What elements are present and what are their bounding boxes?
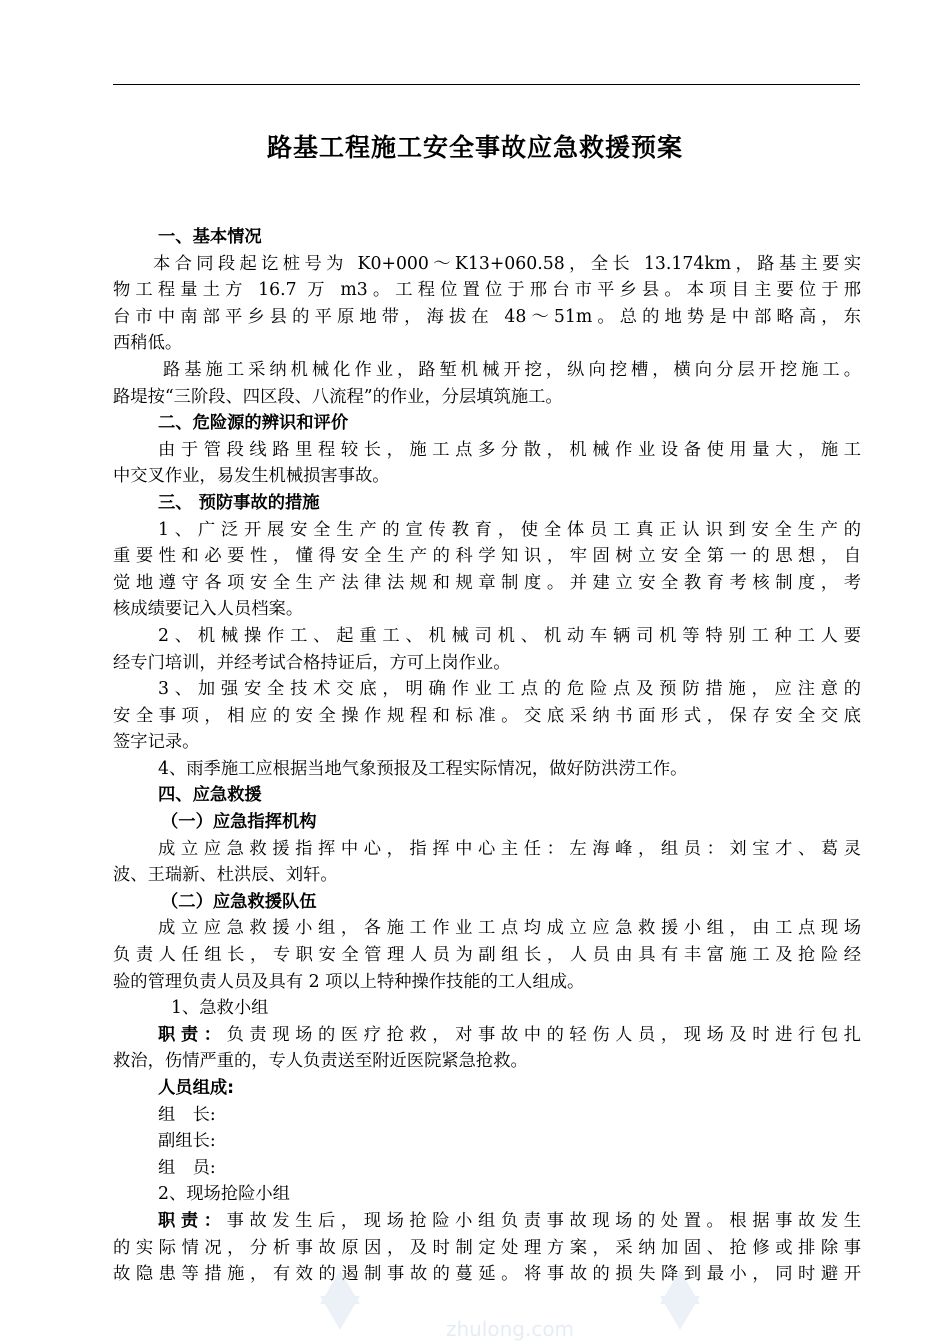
- text-line: [113, 650, 861, 677]
- text-line: [113, 304, 861, 331]
- text-line: [113, 969, 861, 996]
- line-text: 成立应急救援指挥中心，指挥中心主任：左海峰，组员：刘宝才、葛灵: [158, 838, 861, 859]
- duty-label: 职责：: [158, 1210, 227, 1231]
- line-text: （二）应急救援队伍: [161, 891, 317, 912]
- text-line: [113, 729, 861, 756]
- line-text: 物工程量土方 16.7 万 m3。工程位置位于邢台市平乡县。本项目主要位于邢: [113, 280, 861, 301]
- text-line: [113, 942, 861, 969]
- text-line: [113, 889, 861, 916]
- text-line: [113, 224, 861, 251]
- line-text: 路堤按“三阶段、四区段、八流程”的作业，分层填筑施工。: [113, 386, 563, 407]
- text-line: [113, 410, 861, 437]
- text-line: [113, 676, 861, 703]
- text-line: [113, 1181, 861, 1208]
- watermark-logo: [300, 1270, 720, 1344]
- document-title: 路基工程施工安全事故应急救援预案: [266, 133, 683, 162]
- text-line: [113, 1155, 861, 1182]
- text-line: [113, 543, 861, 570]
- text-line: [113, 703, 861, 730]
- text-line: [113, 862, 861, 889]
- text-line: [113, 1048, 861, 1075]
- text-line: [113, 251, 861, 278]
- line-text: 安全事项，相应的安全操作规程和标准。交底采纳书面形式，保存安全交底: [113, 705, 861, 726]
- watermark-text: zhulong.com: [445, 1317, 575, 1341]
- text-line: [113, 1208, 861, 1235]
- line-text: 1、急救小组: [171, 998, 269, 1019]
- duty-label: 职责：: [158, 1024, 227, 1045]
- line-text: 2、现场抢险小组: [158, 1184, 290, 1205]
- line-text: 由于管段线路里程较长，施工点多分散，机械作业设备使用量大，施工: [158, 439, 861, 460]
- line-text: 四、应急救援: [158, 785, 262, 806]
- text-line: [113, 1102, 861, 1129]
- line-text: 路基施工采纳机械化作业，路堑机械开挖，纵向挖槽，横向分层开挖施工。: [163, 359, 861, 380]
- line-text: 1、广泛开展安全生产的宣传教育，使全体员工真正认识到安全生产的: [158, 519, 861, 540]
- text-line: [113, 463, 861, 490]
- line-text: 重要性和必要性，懂得安全生产的科学知识，牢固树立安全第一的思想，自: [113, 546, 861, 567]
- line-text: 组 长:: [158, 1104, 216, 1125]
- line-text: 副组长:: [158, 1131, 216, 1152]
- line-text: 事故发生后，现场抢险小组负责事故现场的处置。根据事故发生: [226, 1210, 861, 1231]
- line-text: 负责人任组长，专职安全管理人员为副组长，人员由具有丰富施工及抢险经: [113, 945, 861, 966]
- line-text: 本合同段起讫桩号为 K0+000～K13+060.58，全长 13.174km，路基主要实: [153, 253, 861, 274]
- line-text: 人员组成:: [158, 1078, 235, 1098]
- document-body: [113, 224, 861, 1288]
- text-line: [113, 437, 861, 464]
- text-line: [113, 809, 861, 836]
- line-text: 负责现场的医疗抢救，对事故中的轻伤人员，现场及时进行包扎: [226, 1024, 861, 1045]
- header-rule: [113, 84, 860, 85]
- text-line: [113, 995, 861, 1022]
- text-line: [113, 277, 861, 304]
- line-text: 成立应急救援小组，各施工作业工点均成立应急救援小组，由工点现场: [158, 918, 861, 939]
- line-text: 经专门培训，并经考试合格持证后，方可上岗作业。: [113, 652, 511, 673]
- line-text: 的实际情况，分析事故原因，及时制定处理方案，采纳加固、抢修或排除事: [113, 1237, 861, 1258]
- line-text: 验的管理负责人员及具有 2 项以上特种操作技能的工人组成。: [113, 971, 585, 992]
- text-line: [113, 782, 861, 809]
- text-line: [113, 1022, 861, 1049]
- line-text: 西稍低。: [113, 333, 183, 354]
- line-text: 核成绩要记入人员档案。: [113, 599, 304, 620]
- text-line: [113, 570, 861, 597]
- line-text: 签字记录。: [113, 732, 200, 753]
- line-text: 4、雨季施工应根据当地气象预报及工程实际情况，做好防洪涝工作。: [158, 758, 688, 779]
- line-text: 波、王瑞新、杜洪辰、刘轩。: [113, 865, 338, 886]
- line-text: 二、危险源的辨识和评价: [158, 413, 349, 434]
- text-line: [113, 490, 861, 517]
- line-text: 觉地遵守各项安全生产法律法规和规章制度。并建立安全教育考核制度，考: [113, 572, 861, 593]
- line-text: 2、机械操作工、起重工、机械司机、机动车辆司机等特别工种工人要: [158, 625, 861, 646]
- text-line: [113, 1128, 861, 1155]
- text-line: [113, 357, 861, 384]
- line-text: 救治，伤情严重的，专人负责送至附近医院紧急抢救。: [113, 1051, 528, 1072]
- text-line: [113, 596, 861, 623]
- text-line: [113, 623, 861, 650]
- line-text: 三、 预防事故的措施: [158, 492, 320, 513]
- text-line: [113, 836, 861, 863]
- text-line: [113, 1235, 861, 1262]
- text-line: [113, 384, 861, 411]
- text-line: [113, 915, 861, 942]
- line-text: 中交叉作业，易发生机械损害事故。: [113, 466, 390, 487]
- text-line: [113, 756, 861, 783]
- line-text: 故隐患等措施，有效的遏制事故的蔓延。将事故的损失降到最小，同时避开: [113, 1264, 861, 1285]
- text-line: [113, 330, 861, 357]
- line-text: 组 员:: [158, 1157, 216, 1178]
- line-text: 一、基本情况: [158, 227, 262, 247]
- line-text: 台市中南部平乡县的平原地带，海拔在 48～51m。总的地势是中部略高，东: [113, 306, 861, 327]
- line-text: 3、加强安全技术交底，明确作业工点的危险点及预防措施，应注意的: [158, 679, 861, 700]
- text-line: [113, 517, 861, 544]
- text-line: [113, 1075, 861, 1102]
- line-text: （一）应急指挥机构: [161, 812, 317, 833]
